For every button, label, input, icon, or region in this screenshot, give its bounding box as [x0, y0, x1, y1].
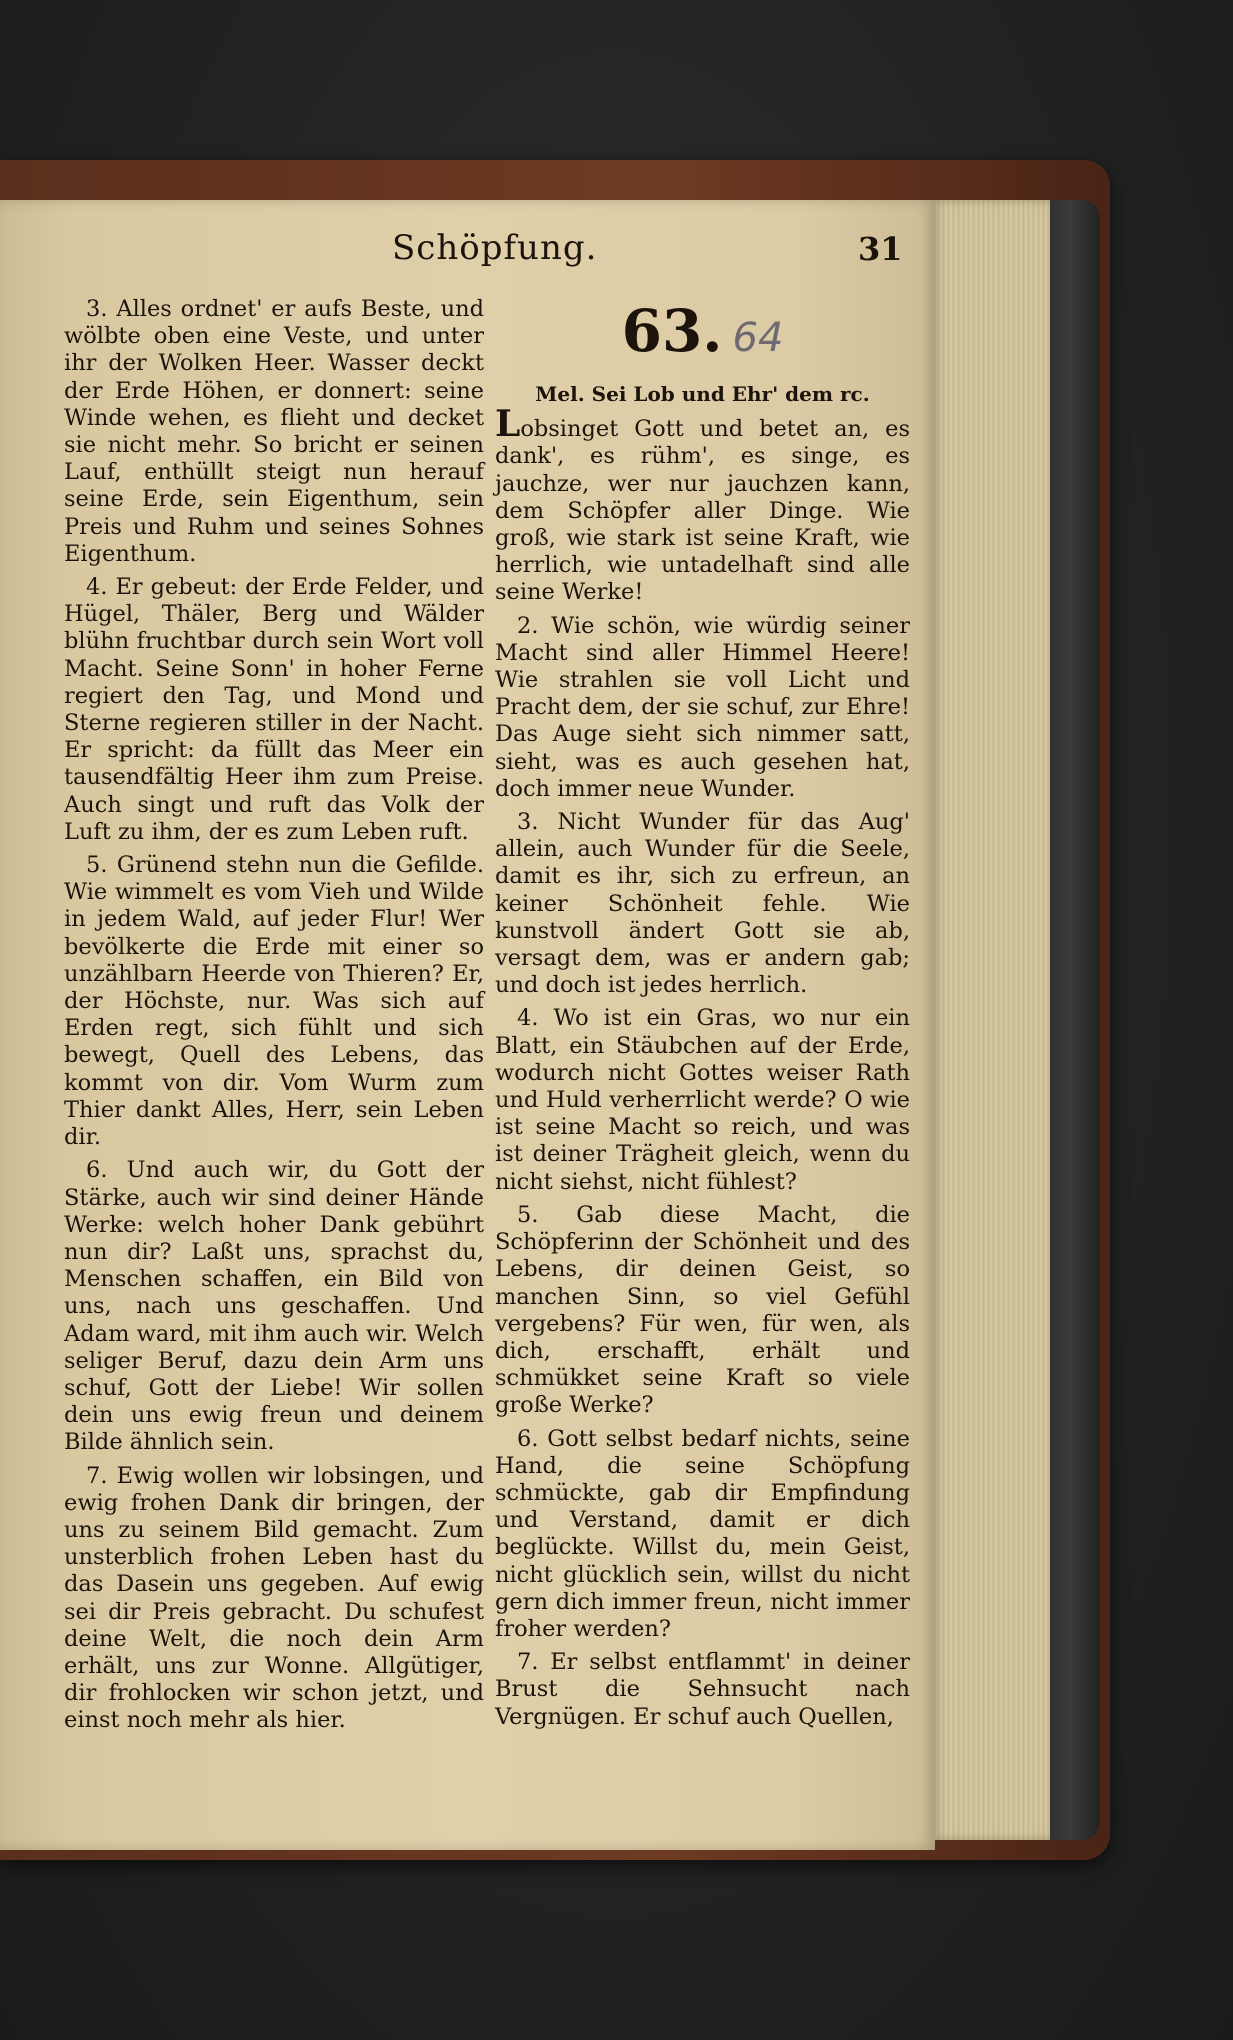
page-edges [930, 200, 1050, 1840]
verse: 4. Wo ist ein Gras, wo nur ein Blatt, ein Stäubchen auf der Erde, wodurch nicht Gottes weiser Rath und Huld verherrlicht werde? O wie ist seine Macht so reich, und was ist deiner Trägheit gleich, wenn du nicht siehst, nicht fühlest? [495, 1005, 910, 1195]
verse [495, 403, 910, 606]
hymn-number-printed: 63. [621, 297, 723, 365]
verse: 2. Wie schön, wie würdig seiner Macht sind aller Himmel Heere! Wie strahlen sie voll Licht und Pracht dem, der sie schuf, zur Ehre! Das Auge sieht sich nimmer satt, sieht, was es auch gesehen hat, doch immer neue Wunder. [495, 612, 910, 802]
verse: 7. Ewig wollen wir lobsingen, und ewig frohen Dank dir bringen, der uns zu seinem Bild gemacht. Zum unsterblich frohen Leben hast du das Dasein uns gegeben. Auf ewig sei dir Preis gebracht. Du schufest deine Welt, die noch dein Arm erhält, uns zur Wonne. Allgütiger, dir frohlocken wir schon jetzt, und einst noch mehr als hier. [64, 1462, 484, 1734]
verse: 6. Gott selbst bedarf nichts, seine Hand, die seine Schöpfung schmückte, gab dir Empfindung und Verstand, damit er dich beglückte. Willst du, mein Geist, nicht glücklich sein, willst du nicht gern dich immer freun, nicht immer froher werden? [495, 1425, 910, 1642]
verse: 5. Grünend stehn nun die Gefilde. Wie wimmelt es vom Vieh und Wilde in jedem Wald, auf jeder Flur! Wer bevölkerte die Erde mit einer so unzählbarn Heerde von Thieren? Er, der Höchste, nur. Was sich auf Erden regt, sich fühlt und sich bewegt, Quell des Lebens, das kommt von dir. Vom Wurm zum Thier dankt Alles, Herr, sein Leben dir. [64, 852, 484, 1151]
melody-line: Mel. Sei Lob und Ehr' dem rc. [535, 382, 870, 406]
verse: 3. Nicht Wunder für das Aug' allein, auch Wunder für die Seele, damit es ihr, sich zu erfreun, an keiner Schönheit fehle. Wie kunstvoll ändert Gott sie ab, versagt dem, was er andern gab; und doch ist jedes herrlich. [495, 809, 910, 999]
hymn-number [495, 296, 910, 373]
handwritten-note: 64 [732, 315, 784, 361]
initial-letter: L [495, 403, 521, 446]
right-column [495, 296, 910, 1737]
verse-text: obsinget Gott und betet an, es dank', es rühm', es singe, es jauchze, wer nur jauchzen kann, dem Schöpfer aller Dinge. Wie groß, wie stark ist seine Kraft, wie herrlich, wie untadelhaft sind alle seine Werke! [495, 416, 910, 606]
verse: 7. Er selbst entflammt' in deiner Brust die Sehnsucht nach Vergnügen. Er schuf auch Quellen, [495, 1649, 910, 1730]
running-head: Schöpfung. [392, 228, 598, 268]
page-number: 31 [858, 230, 903, 268]
verse: 3. Alles ordnet' er aufs Beste, und wölbte oben eine Veste, und unter ihr der Wolken Heer. Wasser deckt der Erde Höhen, er donnert: seine Winde wehen, es flieht und decket sie nicht mehr. So bricht er seinen Lauf, enthüllt steigt nun herauf seine Erde, sein Eigenthum, sein Preis und Ruhm und seines Sohnes Eigenthum. [64, 296, 484, 567]
verse: 4. Er gebeut: der Erde Felder, und Hügel, Thäler, Berg und Wälder blühn fruchtbar durch sein Wort voll Macht. Seine Sonn' in hoher Ferne regiert den Tag, und Mond und Sterne regieren stiller in der Nacht. Er spricht: da füllt das Meer ein tausendfältig Heer ihm zum Preise. Auch singt und ruft das Volk der Luft zu ihm, der es zum Leben ruft. [64, 574, 484, 845]
verse: 6. Und auch wir, du Gott der Stärke, auch wir sind deiner Hände Werke: welch hoher Dank gebührt nun dir? Laßt uns, sprachst du, Menschen schaffen, ein Bild von uns, nach uns geschaffen. Und Adam ward, mit ihm auch wir. Welch seliger Beruf, dazu dein Arm uns schuf, Gott der Liebe! Wir sollen dein uns ewig freun und deinem Bilde ähnlich sein. [64, 1157, 484, 1456]
left-column [64, 296, 484, 1741]
book-page [0, 200, 935, 1850]
verse: 5. Gab diese Macht, die Schöpferinn der Schönheit und des Lebens, dir deinen Geist, so manchen Sinn, so viel Gefühl vergebens? Für wen, für wen, als dich, erschafft, erhält und schmükket seine Kraft so viele große Werke? [495, 1201, 910, 1419]
